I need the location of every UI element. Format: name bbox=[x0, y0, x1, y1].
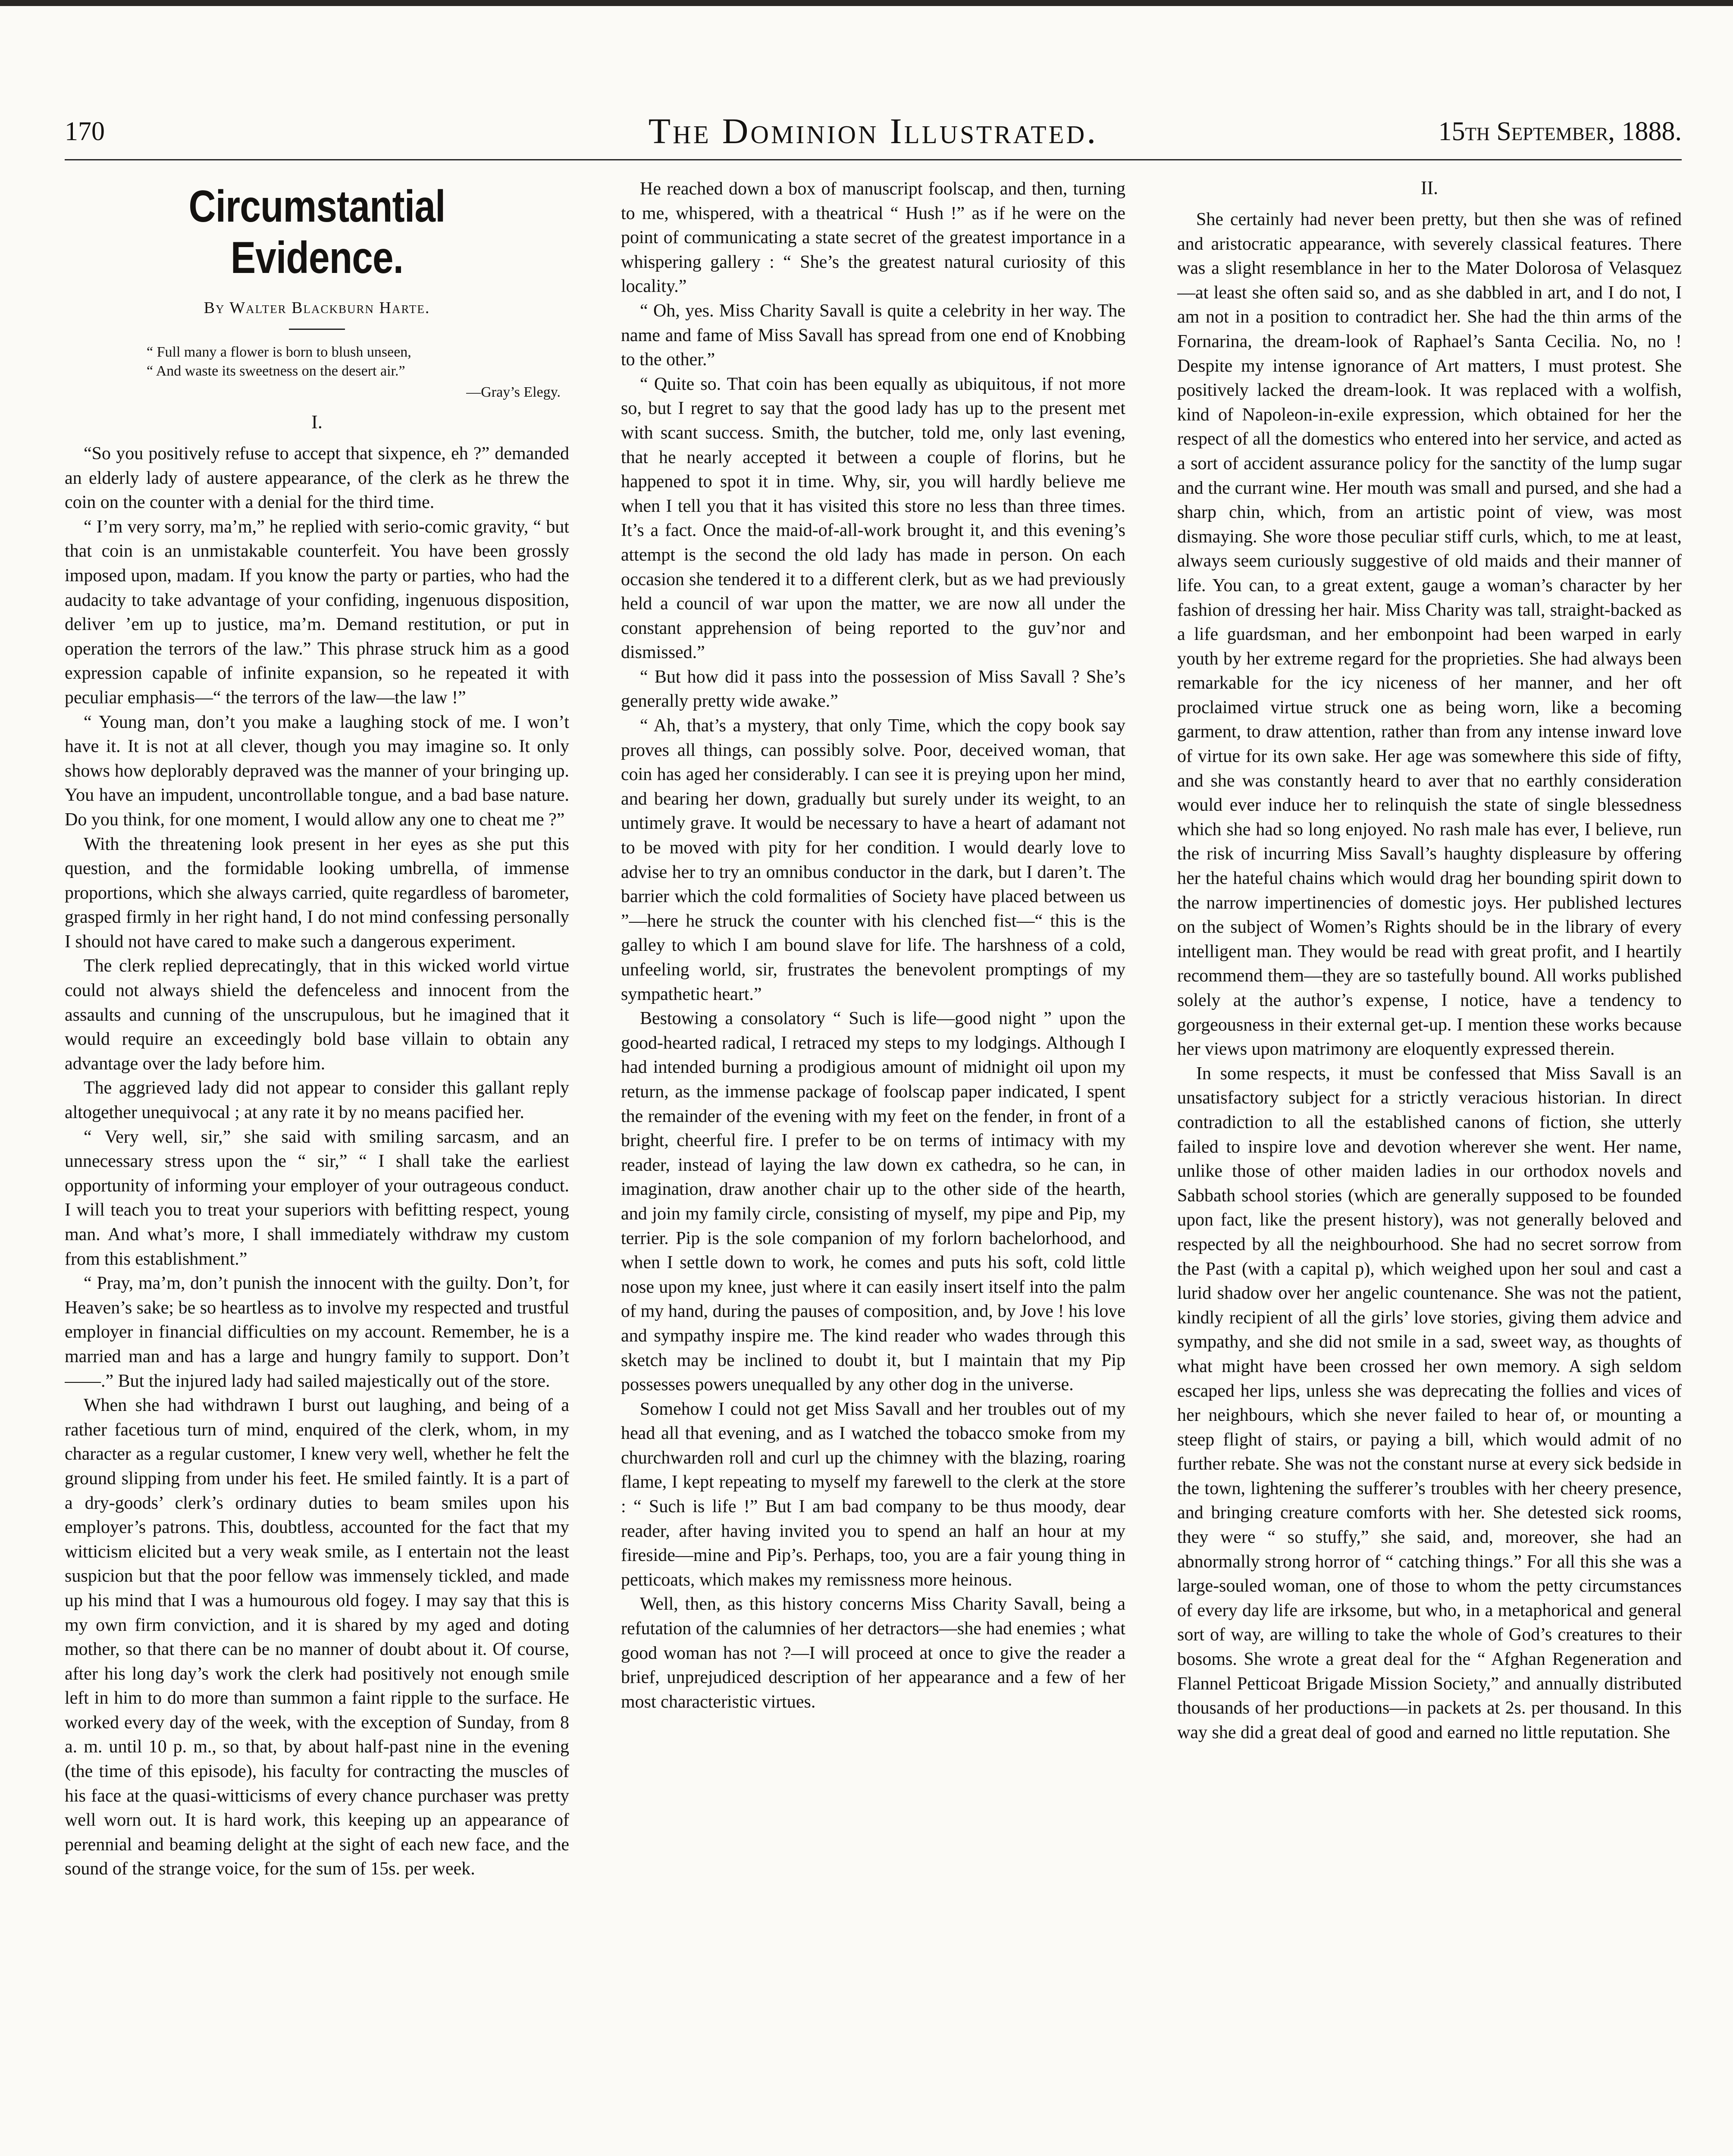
masthead-title: The Dominion Illustrated. bbox=[648, 111, 1098, 151]
paragraph: Somehow I could not get Miss Savall and her troubles out of my head all that evening, and as I watched the tobacco smoke from my churchwarden roll and curl up the chimney with the blazing, roaring flame, I kept repeating to myself my farewell to the clerk at the store : “ Such is life !” But I am bad company to be thus moody, dear reader, after having invited you to spend an half an hour at my fireside—mine and Pip’s. Perhaps, too, you are a fair young thing in petticoats, which makes my remissness more heinous. bbox=[621, 1399, 1125, 1590]
paragraph: With the threatening look present in her eyes as she put this question, and the formidable looking umbrella, of immense proportions, which she always carried, quite regardless of barometer, grasped firmly in her right hand, I do not mind confessing personally I should not have cared to make such a dangerous experiment. bbox=[65, 834, 569, 952]
paragraph: “ Oh, yes. Miss Charity Savall is quite a celebrity in her way. The name and fame of Miss Savall has spread from one end of Knobbing to the other.” bbox=[621, 301, 1125, 370]
paragraph: “ Very well, sir,” she said with smiling sarcasm, and an unnecessary stress upon the “ sir,” “ I shall take the earliest opportunity of informing your employer of your outrageous conduct. I will teach you to treat your superiors with befitting respect, young man. And what’s more, I shall immediately withdraw my custom from this establishment.” bbox=[65, 1127, 569, 1269]
paragraph: “ But how did it pass into the possession of Miss Savall ? She’s generally pretty wide awake.” bbox=[621, 667, 1125, 711]
column-1 bbox=[65, 177, 569, 2156]
paragraph: “ I’m very sorry, ma’m,” he replied with serio-comic gravity, “ but that coin is an unmistakable counterfeit. You have been grossly imposed upon, madam. If you know the party or parties, who had the audacity to take advantage of your confiding, ingenuous disposition, deliver ’em up to justice, ma’m. Demand restitution, or put in operation the terrors of the law.” This phrase struck him as a good expression capable of infinite expansion, so he repeated it with peculiar emphasis—“ the terrors of the law—the law !” bbox=[65, 517, 569, 708]
paragraph: He reached down a box of manuscript foolscap, and then, turning to me, whispered, with a theatrical “ Hush !” as if he were on the point of communicating a state secret of the greatest importance in a whispering gallery : “ She’s the greatest natural curiosity of this locality.” bbox=[621, 179, 1125, 297]
paragraph: The clerk replied deprecatingly, that in this wicked world virtue could not always shield the defenceless and innocent from the assaults and cunning of the unscrupulous, but he imagined that it would require an exceedingly bold base villain to obtain any advantage over the lady before him. bbox=[65, 956, 569, 1074]
epigraph bbox=[147, 343, 569, 381]
paragraph: “So you positively refuse to accept that sixpence, eh ?” demanded an elderly lady of austere appearance, of the clerk as he threw the coin on the counter with a denial for the third time. bbox=[65, 444, 569, 513]
paragraph: “ Quite so. That coin has been equally as ubiquitous, if not more so, but I regret to say that the good lady has up to the present met with scant success. Smith, the butcher, told me, only last evening, that he nearly accepted it between a couple of florins, but he happened to spot it in time. Why, sir, you will hardly believe me when I tell you that it has visited this store no less than three times. It’s a fact. Once the maid-of-all-work brought it, and this evening’s attempt is the second the old lady has made in person. On each occasion she tendered it to a different clerk, but as we had previously held a council of war upon the matter, we are now all under the constant apprehension of being reported to the guv’nor and dismissed.” bbox=[621, 374, 1125, 663]
epigraph-line: “ Full many a flower is born to blush unseen, bbox=[147, 344, 411, 360]
byline: By Walter Blackburn Harte. bbox=[204, 299, 430, 317]
article-body bbox=[65, 442, 569, 1881]
page-header bbox=[65, 100, 1682, 160]
epigraph-attribution: —Gray’s Elegy. bbox=[466, 384, 561, 400]
column-2 bbox=[621, 177, 1125, 2156]
section-number-1: I. bbox=[311, 411, 323, 432]
paragraph: “ Ah, that’s a mystery, that only Time, which the copy book say proves all things, can possibly solve. Poor, deceived woman, that coin has aged her considerably. I can see it is preying upon her mind, and bearing her down, gradually but surely under its weight, to an untimely grave. It would be necessary to have a heart of adamant not to be moved with pity for her condition. I would dearly love to advise her to try an omnibus conductor in the dark, but I daren’t. The barrier which the cold formalities of Society have placed between us ”—here he struck the counter with his clenched fist—“ this is the galley to which I am bound slave for life. The harshness of a cold, unfeeling world, sir, frustrates the benevolent promptings of my sympathetic heart.” bbox=[621, 716, 1125, 1004]
paragraph: Well, then, as this history concerns Miss Charity Savall, being a refutation of the calumnies of her detractors—she had enemies ; what good woman has not ?—I will proceed at once to give the reader a brief, unprejudiced description of her appearance and a few of her most characteristic virtues. bbox=[621, 1594, 1125, 1712]
paragraph: She certainly had never been pretty, but then she was of refined and aristocratic appearance, with severely classical features. There was a slight resemblance in her to the Mater Dolorosa of Velasquez—at least she often said so, and as she dabbled in art, and I do not, I am not in a position to contradict her. She had the thin arms of the Fornarina, the dream-look of Raphael’s Santa Cecilia. No, no ! Despite my intense ignorance of Art matters, I must protest. She positively lacked the dream-look. It was replaced with a wolfish, kind of Napoleon-in-exile expression, which obtained for her the respect of all the domestics who entered into her service, and acted as a sort of accident assurance policy for the sanctity of the lump sugar and the currant wine. Her mouth was small and pursed, and she had a sharp chin, which, from an artistic point of view, was most dismaying. She wore those peculiar stiff curls, which, to me at least, always seem curiously suggestive of old maids and their manner of life. You can, to a great extent, gauge a woman’s character by her fashion of dressing her hair. Miss Charity was tall, straight-backed as a life guardsman, and her embonpoint had been warped in early youth by her extreme regard for the proprieties. She had always been remarkable for the icy niceness of her manner, and her oft proclaimed virtue struck one as being worn, like a becoming garment, to draw attention, rather than from any intense inward love of virtue for its own sake. Her age was somewhere this side of fifty, and she was constantly heard to aver that no earthly consideration would ever induce her to relinquish the state of single blessedness which she had so long enjoyed. No rash male has ever, I believe, run the risk of incurring Miss Savall’s haughty displeasure by offering her the hateful chains which would drag her bounding spirit down to the narrow impertinencies of domestic joys. Her published lectures on the subject of Women’s Rights should be in the library of every intelligent man. They would be read with great profit, and I heartily recommend them—they are so tastefully bound. All works published solely at the author’s expense, I notice, have a tendency to gorgeousness in their external get-up. I mention these works because her views upon matrimony are eloquently expressed therein. bbox=[1177, 210, 1682, 1059]
paragraph: Bestowing a consolatory “ Such is life—good night ” upon the good-hearted radical, I retraced my steps to my lodgings. Although I had intended burning a prodigious amount of midnight oil upon my return, as the immense package of foolscap paper indicated, I spent the remainder of the evening with my feet on the fender, in front of a bright, cheerful fire. I prefer to be on terms of intimacy with my reader, instead of laying the law down ex cathedra, so he can, in imagination, draw another chair up to the other side of the hearth, and join my family circle, consisting of myself, my pipe and Pip, my terrier. Pip is the sole companion of my forlorn bachelorhood, and when I settle down to work, he comes and puts his soft, cold little nose upon my knee, just where it can easily insert itself into the palm of my hand, during the pauses of composition, and, by Jove ! his love and sympathy inspire me. The kind reader who wades through this sketch may be inclined to doubt it, but I maintain that my Pip possesses powers unequalled by any other dog in the universe. bbox=[621, 1009, 1125, 1395]
page-top-border bbox=[0, 0, 1733, 6]
issue-date: 15th September, 1888. bbox=[1438, 117, 1682, 146]
header-rule bbox=[65, 159, 1682, 160]
paragraph: In some respects, it must be confessed that Miss Savall is an unsatisfactory subject for a strictly veracious historian. In direct contradiction to all the established canons of fiction, she utterly failed to inspire love and devotion wherever she went. Her name, unlike those of other maiden ladies in our orthodox novels and Sabbath school stories (which are generally supposed to be founded upon fact, like the present history), was not generally beloved and respected by all the neighbourhood. She had no secret sorrow from the Past (with a capital p), which weighed upon her soul and cast a lurid shadow over her angelic countenance. She was not the patient, kindly recipient of all the girls’ love stories, giving them advice and sympathy, and she did not smile in a sad, sweet way, as thoughts of what might have been crossed her own memory. A sigh seldom escaped her lips, unless she was deprecating the follies and vices of her neighbours, which she never failed to hear of, or mounting a steep flight of stairs, or paying a bill, which would admit of no further rebate. She was not the constant nurse at every sick bedside in the town, lightening the sufferer’s troubles with her cheery presence, and bringing creature comforts with her. She detested sick rooms, they were “ so stuffy,” she said, and, moreover, she had an abnormally strong horror of “ catching things.” For all this she was a large-souled woman, one of those to whom the petty circumstances of every day life are irksome, but who, in a metaphorical and general sort of way, are willing to take the whole of God’s creatures to their bosoms. She wrote a great deal for the “ Afghan Regeneration and Flannel Petticoat Brigade Mission Society,” and annually distributed thousands of her productions—in packets at 2s. per thousand. In this way she did a great deal of good and earned no little reputation. She bbox=[1177, 1063, 1682, 1742]
paragraph: “ Pray, ma’m, don’t punish the innocent with the guilty. Don’t, for Heaven’s sake; be so heartless as to involve my respected and trustful employer in financial difficulties on my account. Remember, he is a married man and has a large and hungry family to support. Don’t ——.” But the injured lady had sailed majestically out of the store. bbox=[65, 1273, 569, 1391]
article-title: Circumstantial Evidence. bbox=[188, 182, 445, 283]
column-3 bbox=[1177, 177, 1682, 2156]
epigraph-line: “ And waste its sweetness on the desert air.” bbox=[147, 363, 405, 379]
section-number-2: II. bbox=[1420, 177, 1438, 198]
paragraph: The aggrieved lady did not appear to consider this gallant reply altogether unequivocal ; at any rate it by no means pacified her. bbox=[65, 1078, 569, 1123]
title-rule bbox=[289, 329, 345, 330]
page-number: 170 bbox=[65, 117, 105, 146]
paragraph: “ Young man, don’t you make a laughing stock of me. I won’t have it. It is not at all clever, though you may imagine so. It only shows how deplorably depraved was the manner of your bringing up. You have an impudent, uncontrollable tongue, and a bad base nature. Do you think, for one moment, I would allow any one to cheat me ?” bbox=[65, 712, 569, 830]
paragraph: When she had withdrawn I burst out laughing, and being of a rather facetious turn of mind, enquired of the clerk, whom, in my character as a regular customer, I knew very well, whether he felt the ground slipping from under his feet. He smiled faintly. It is a part of a dry-goods’ clerk’s ordinary duties to beam smiles upon his employer’s patrons. This, doubtless, accounted for the fact that my witticism elicited but a very weak smile, as I entertain not the least suspicion but that the poor fellow was immensely tickled, and made up his mind that I was a humourous old fogey. I may say that this is my own firm conviction, and it is shared by my aged and doting mother, so that there can be no manner of doubt about it. Of course, after his long day’s work the clerk had positively not enough smile left in him to do more than summon a faint ripple to the surface. He worked every day of the week, with the exception of Sunday, from 8 a. m. until 10 p. m., so that, by about half-past nine in the evening (the time of this episode), his faculty for contracting the muscles of his face at the quasi-witticisms of every chance purchaser was pretty well worn out. It is hard work, this keeping up an appearance of perennial and beaming delight at the sight of each new face, and the sound of the strange voice, for the sum of 15s. per week. bbox=[65, 1395, 569, 1879]
